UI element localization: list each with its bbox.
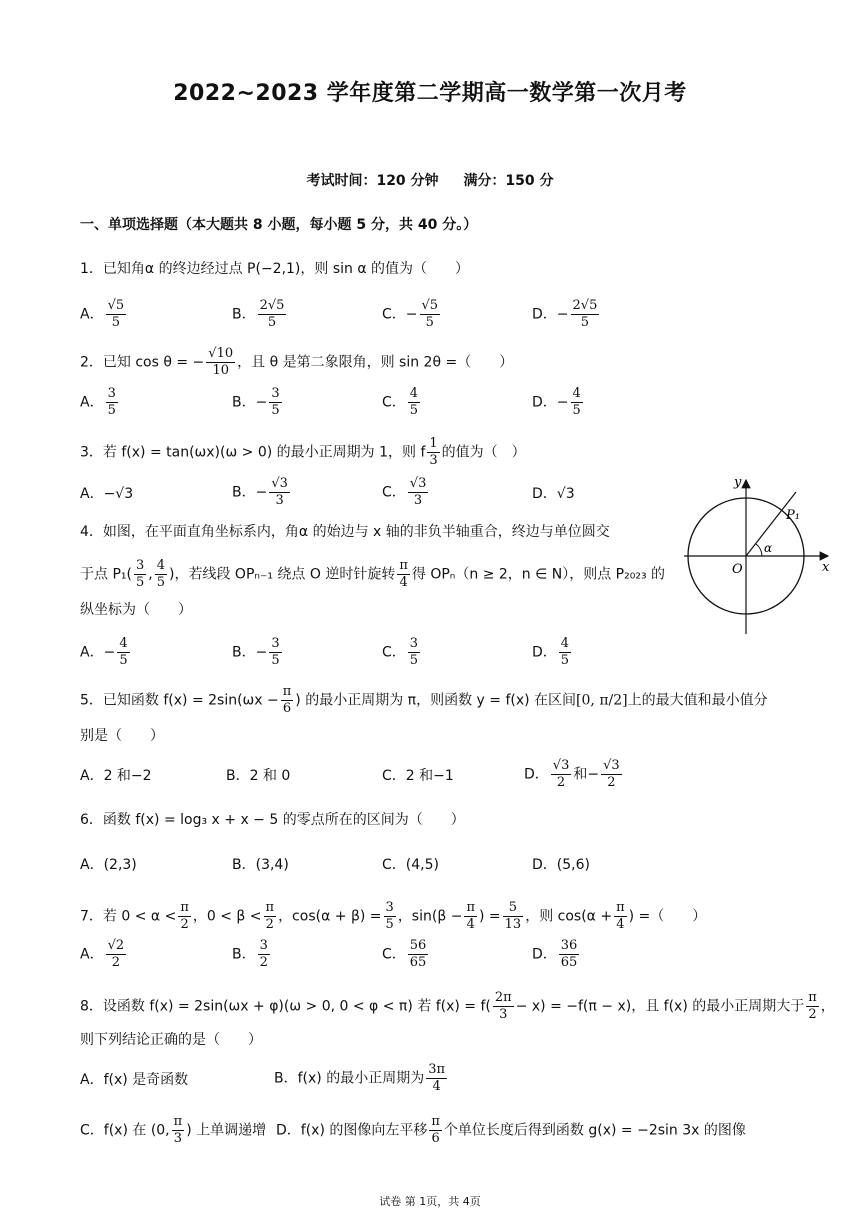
q5-option-b: B．2 和 0	[226, 768, 291, 784]
q4-option-c: C． $\frac{3}{5}$	[382, 636, 419, 668]
question-3: 3．若 f(x) = tan(ωx)(ω > 0) 的最小正周期为 1，则 f $\frac{1}{3}$ 的值为（ ）	[80, 436, 526, 468]
q7-option-c: C． $\frac{56}{65}$	[382, 938, 427, 970]
q3-option-c: C． $\frac{√3}{3}$	[382, 476, 427, 508]
q1-option-c: C．− $\frac{√5}{5}$	[382, 298, 439, 330]
section-heading: 一、单项选择题（本大题共 8 小题，每小题 5 分，共 40 分。）	[80, 217, 478, 233]
q5-option-a: A．2 和−2	[80, 768, 152, 784]
question-5-line-2: 别是（ ）	[80, 728, 164, 744]
q6-option-b: B．(3,4)	[232, 857, 289, 873]
q3-option-d: D．√3	[532, 486, 575, 502]
q8-option-c: C．f(x) 在 (0, $\frac{\pi}{3}$ ) 上单调递增	[80, 1114, 267, 1146]
q1-option-b: B． $\frac{2√5}{5}$	[232, 298, 285, 330]
q4-option-a: A．− $\frac{4}{5}$	[80, 636, 128, 668]
q8-option-a: A．f(x) 是奇函数	[80, 1072, 189, 1088]
question-4-line-3: 纵坐标为（ ）	[80, 602, 192, 618]
exam-time: 考试时间：120 分钟	[306, 173, 439, 189]
question-1: 1．已知角α 的终边经过点 P(−2,1)，则 sin α 的值为（ ）	[80, 261, 470, 277]
q8-option-b: B．f(x) 的最小正周期为 $\frac{3\pi}{4}$	[274, 1062, 446, 1094]
question-4-line-2: 于点 P₁( $\frac{3}{5}$ , $\frac{4}{5}$ )，若线段 OPₙ₋₁ 绕点 O 逆时针旋转 $\frac{\pi}{4}$ 得 OPₙ（n ≥ 2，n ∈ N），则点 P₂₀₂₃ 的	[80, 558, 666, 590]
q7-option-d: D． $\frac{36}{65}$	[532, 938, 578, 970]
q7-option-a: A． $\frac{√2}{2}$	[80, 938, 125, 970]
unit-circle-figure	[676, 474, 836, 638]
q2-option-a: A． $\frac{3}{5}$	[80, 386, 116, 418]
question-2: 2．已知 cos θ = − $\frac{√10}{10}$ ，且 θ 是第二象限角，则 sin 2θ =（ ）	[80, 346, 514, 378]
angle-alpha-label: α	[764, 541, 773, 555]
y-axis-label: y	[734, 475, 742, 490]
full-score: 满分：150 分	[463, 173, 554, 189]
q1-option-a: A． $\frac{√5}{5}$	[80, 298, 125, 330]
question-4-line-1: 4．如图，在平面直角坐标系内，角α 的始边与 x 轴的非负半轴重合，终边与单位圆交	[80, 524, 610, 540]
origin-label: O	[732, 562, 743, 577]
q1-option-d: D．− $\frac{2√5}{5}$	[532, 298, 598, 330]
point-p1-label: P₁	[786, 508, 800, 523]
question-5-line-1: 5．已知函数 f(x) = 2sin(ωx − $\frac{\pi}{6}$ ) 的最小正周期为 π，则函数 y = f(x) 在区间[0, π/2]上的最大值和最小值分	[80, 684, 768, 716]
q4-option-d: D． $\frac{4}{5}$	[532, 636, 570, 668]
exam-info	[0, 170, 860, 190]
q2-option-c: C． $\frac{4}{5}$	[382, 386, 419, 418]
q6-option-a: A．(2,3)	[80, 857, 137, 873]
question-8-line-1: 8．设函数 f(x) = 2sin(ωx + φ)(ω > 0, 0 < φ < π) 若 f(x) = f( $\frac{2\pi}{3}$ − x) = −f(π − x)，且 f(x) 的最小正周期大于 $\frac{\pi}{2}$ ，	[80, 990, 835, 1022]
page-footer: 试卷 第 1页，共 4页	[379, 1195, 481, 1208]
q5-option-d: D． $\frac{√3}{2}$ 和− $\frac{√3}{2}$	[524, 758, 620, 790]
question-6: 6．函数 f(x) = log₃ x + x − 5 的零点所在的区间为（ ）	[80, 812, 465, 828]
q3-option-b: B．− $\frac{√3}{3}$	[232, 476, 288, 508]
q2-option-d: D．− $\frac{4}{5}$	[532, 386, 581, 418]
q6-option-d: D．(5,6)	[532, 857, 590, 873]
q2-option-b: B．− $\frac{3}{5}$	[232, 386, 280, 418]
exam-title: 2022~2023 学年度第二学期高一数学第一次月考	[173, 81, 687, 106]
q6-option-c: C．(4,5)	[382, 857, 439, 873]
q3-option-a: A．−√3	[80, 486, 134, 502]
x-axis-label: x	[822, 560, 830, 575]
q8-option-d: D．f(x) 的图像向左平移 $\frac{\pi}{6}$ 个单位长度后得到函数 g(x) = −2sin 3x 的图像	[276, 1114, 746, 1146]
q7-option-b: B． $\frac{3}{2}$	[232, 938, 268, 970]
question-8-line-2: 则下列结论正确的是（ ）	[80, 1032, 262, 1048]
q4-option-b: B．− $\frac{3}{5}$	[232, 636, 280, 668]
question-7: 7．若 0 < α < $\frac{\pi}{2}$ ，0 < β < $\frac{\pi}{2}$ ，cos(α + β) = $\frac{3}{5}$ ，sin(β − $\frac{\pi}{4}$ ) = $\frac{5}{13}$ ，则 cos(α + $\frac{\pi}{4}$ ) =（ ）	[80, 900, 707, 932]
angle-arc	[756, 544, 762, 556]
q5-option-c: C．2 和−1	[382, 768, 454, 784]
